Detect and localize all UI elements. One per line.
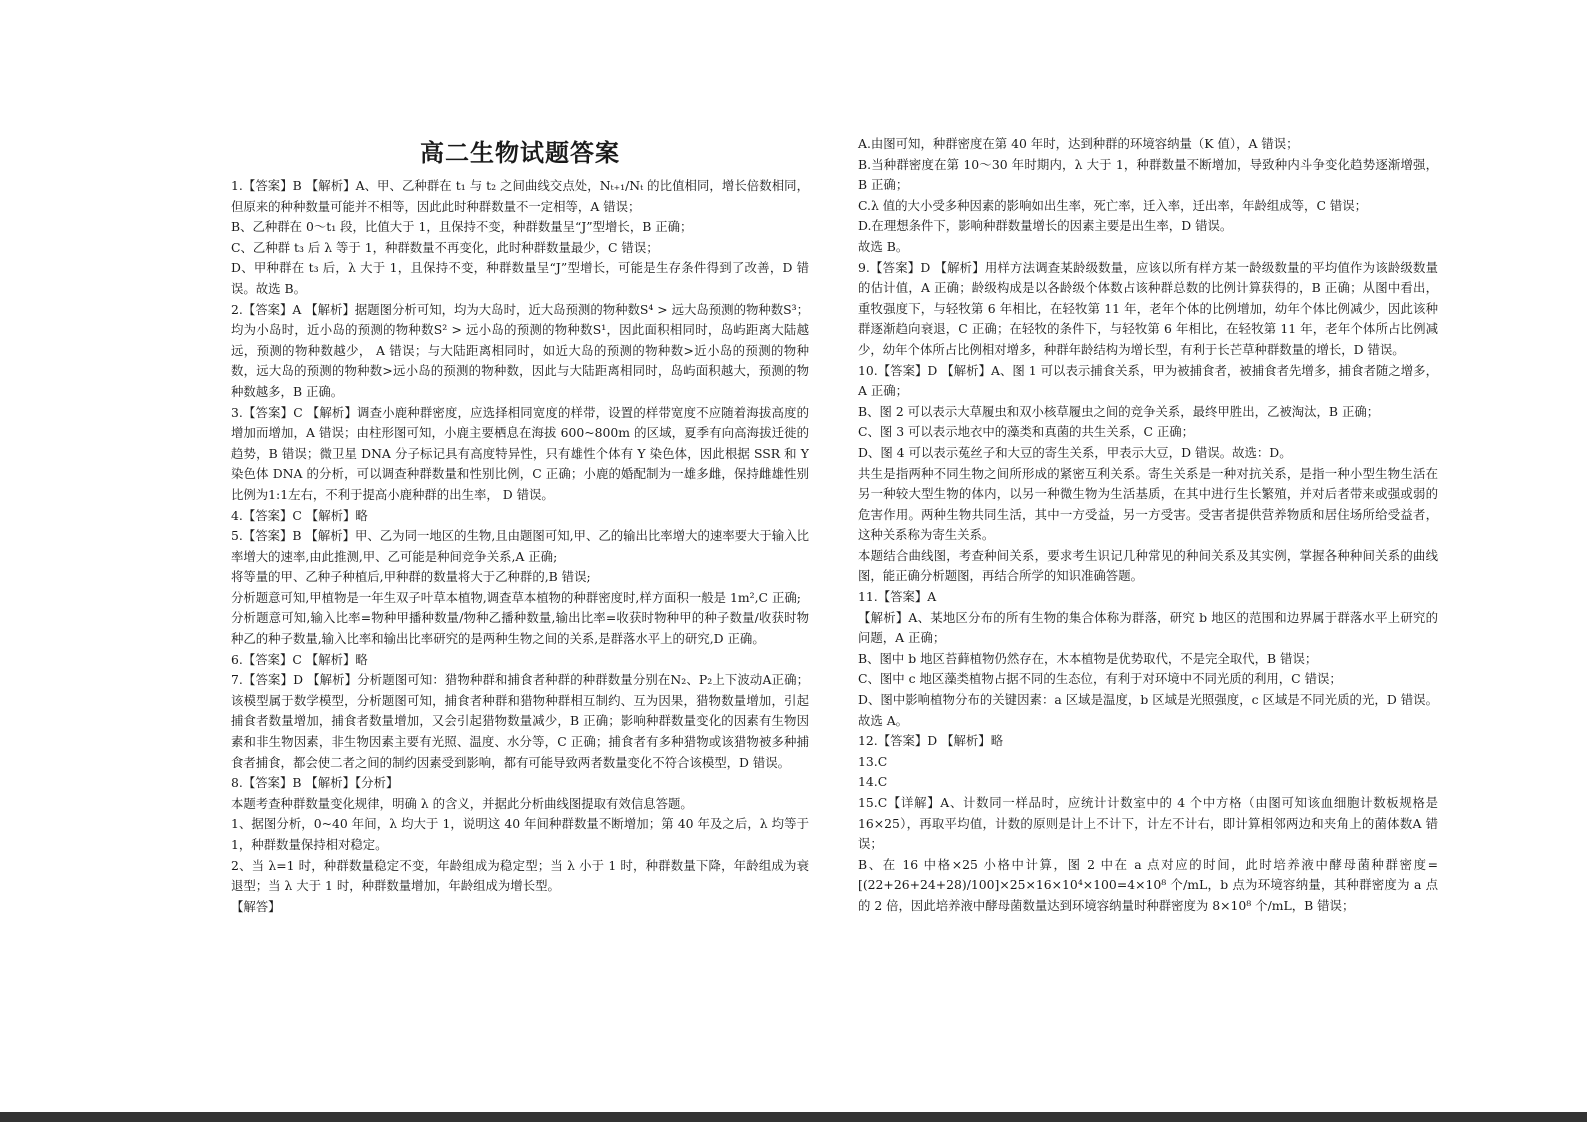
left-column — [231, 176, 809, 917]
paragraph: 12.【答案】D 【解析】略 — [858, 733, 1004, 749]
paragraph: D、图中影响植物分布的关键因素：a 区域是温度，b 区域是光照强度，c 区域是不同光质的光，D 错误。故选 A。 — [858, 692, 1438, 728]
paragraph: 本题结合曲线图，考查种间关系，要求考生识记几种常见的种间关系及其实例，掌握各种种间关系的曲线图，能正确分析题图，再结合所学的知识准确答题。 — [858, 547, 1438, 584]
paragraph: 13.C — [858, 753, 888, 769]
paragraph: 11.【答案】A — [858, 589, 937, 605]
paragraph: 分析题意可知,输入比率=物种甲播种数量/物种乙播种数量,输出比率=收获时物种甲的种子数量/收获时物种乙的种子数量,输入比率和输出比率研究的是两种生物之间的关系,是群落水平上的研究,D 正确。 — [231, 610, 809, 647]
paragraph: 共生是指两种不同生物之间所形成的紧密互利关系。寄生关系是一种对抗关系，是指一种小型生物生活在另一种较大型生物的体内，以另一种微生物为生活基质，在其中进行生长繁殖，并对后者带来或强或弱的危害作用。两种生物共同生活，其中一方受益，另一方受害。受害者提供营养物质和居住场所给受益者，这种关系称为寄生关系。 — [858, 465, 1438, 543]
paragraph: 2、当 λ=1 时，种群数量稳定不变，年龄组成为稳定型；当 λ 小于 1 时，种群数量下降，年龄组成为衰退型；当 λ 大于 1 时，种群数量增加，年龄组成为增长型。 — [231, 857, 809, 894]
bottom-bar — [0, 1112, 1587, 1122]
paragraph: 5.【答案】B 【解析】甲、乙为同一地区的生物,且由题图可知,甲、乙的输出比率增大的速率要大于输入比率增大的速率,由此推测,甲、乙可能是种间竞争关系,A 正确; — [231, 528, 809, 564]
paragraph: C、图中 c 地区藻类植物占据不同的生态位，有利于对环境中不同光质的利用，C 错误； — [858, 671, 1342, 687]
paragraph: 6.【答案】C 【解析】略 — [231, 651, 368, 667]
paragraph: 将等量的甲、乙种子种植后,甲种群的数量将大于乙种群的,B 错误; — [231, 569, 591, 585]
paragraph: 【解析】A、某地区分布的所有生物的集合体称为群落，研究 b 地区的范围和边界属于群落水平上研究的问题，A 正确； — [858, 609, 1438, 646]
paragraph: 10.【答案】D 【解析】A、图 1 可以表示捕食关系，甲为被捕食者，被捕食者先增多，捕食者随之增多，A 正确； — [858, 362, 1438, 399]
paragraph: 9.【答案】D 【解析】用样方法调查某龄级数量，应该以所有样方某一龄级数量的平均值作为该龄级数量的估计值，A 正确；龄级构成是以各龄级个体数占该种群总数的比例计算获得的，B 正确；从图中看出，重牧强度下，与轻牧第 6 年相比，在轻牧第 11 年，老年个体的比例增加，幼年个体比例减少，因此该种群逐渐趋向衰退，C 正确；在轻牧的条件下，与轻牧第 6 年相比，在轻牧第 11 年，老年个体所占比例减少，幼年个体所占比例相对增多，种群年龄结构为增长型，有利于长芒草种群数量的增长，D 错误。 — [858, 259, 1438, 357]
paragraph: D、图 4 可以表示菟丝子和大豆的寄生关系，甲表示大豆，D 错误。故选：D。 — [858, 444, 1292, 460]
paragraph: 本题考查种群数量变化规律，明确 λ 的含义，并据此分析曲线图提取有效信息答题。 — [231, 795, 693, 811]
paragraph: B、图中 b 地区苔藓植物仍然存在，木本植物是优势取代，不是完全取代，B 错误； — [858, 650, 1318, 666]
paragraph: 3.【答案】C 【解析】调查小鹿种群密度，应选择相同宽度的样带，设置的样带宽度不应随着海拔高度的增加而增加，A 错误；由柱形图可知，小鹿主要栖息在海拔 600~800m 的区域，夏季有向高海拔迁徙的趋势，B 错误；微卫星 DNA 分子标记具有高度特异性，只有雄性个体有 Y 染色体，因此根据 SSR 和 Y 染色体 DNA 的分析，可以调查种群数量和性别比例，C 正确；小鹿的婚配制为一雄多雌，保持雌雄性别比例为1:1左右，不利于提高小鹿种群的出生率， D 错误。 — [231, 404, 809, 502]
paragraph: 2.【答案】A 【解析】据题图分析可知，均为大岛时，近大岛预测的物种数S⁴ > 远大岛预测的物种数S³；均为小岛时，近小岛的预测的物种数S² > 远小岛的预测的物种数S¹，因此面积相同时，岛屿距离大陆越远，预测的物种数越少， A 错误；与大陆距离相同时，如近大岛的预测的物种数>近小岛的预测的物种数，远大岛的预测的物种数>远小岛的预测的物种数，因此与大陆距离相同时，岛屿面积越大，预测的物种数越多，B 正确。 — [231, 301, 809, 399]
paragraph: B.当种群密度在第 10～30 年时期内，λ 大于 1，种群数量不断增加，导致种内斗争变化趋势逐渐增强，B 正确； — [858, 156, 1438, 193]
right-column — [858, 134, 1438, 917]
paragraph: 1、据图分析，0~40 年间，λ 均大于 1，说明这 40 年间种群数量不断增加；第 40 年及之后，λ 均等于 1，种群数量保持相对稳定。 — [231, 816, 809, 852]
paragraph: 15.C【详解】A、计数同一样品时，应统计计数室中的 4 个中方格（由图可知该血细胞计数板规格是 16×25），再取平均值，计数的原则是计上不计下，计左不计右，即计算相邻两边和夹角上的菌体数A 错误； — [858, 795, 1438, 852]
paragraph: 7.【答案】D 【解析】分析题图可知：猎物种群和捕食者种群的种群数量分别在N₂、P₂上下波动A正确；该模型属于数学模型，分析题图可知，捕食者种群和猎物种群相互制约、互为因果，猎物数量增加，引起捕食者数量增加，捕食者数量增加，又会引起猎物数量减少，B 正确；影响种群数量变化的因素有生物因素和非生物因素，非生物因素主要有光照、温度、水分等，C 正确；捕食者有多种猎物或该猎物被多种捕食者捕食，都会使二者之间的制约因素受到影响，都有可能导致两者数量变化不符合该模型，D 错误。 — [231, 672, 809, 770]
paragraph: B、图 2 可以表示大草履虫和双小核草履虫之间的竞争关系，最终甲胜出，乙被淘汰，B 正确； — [858, 403, 1380, 419]
paragraph: B、乙种群在 0～t₁ 段，比值大于 1，且保持不变，种群数量呈“J”型增长，B 正确； — [231, 219, 693, 235]
paragraph: 8.【答案】B 【解析】【分析】 — [231, 775, 399, 791]
paragraph: C.λ 值的大小受多种因素的影响如出生率，死亡率，迁入率，迁出率，年龄组成等，C 错误； — [858, 197, 1368, 213]
paragraph: D、甲种群在 t₃ 后，λ 大于 1，且保持不变，种群数量呈“J”型增长，可能是生存条件得到了改善，D 错误。故选 B。 — [231, 260, 809, 296]
paragraph: 【解答】 — [231, 898, 281, 914]
paragraph: D.在理想条件下，影响种群数量增长的因素主要是出生率，D 错误。 — [858, 218, 1233, 234]
paragraph: A.由图可知，种群密度在第 40 年时，达到种群的环境容纳量（K 值），A 错误； — [858, 136, 1299, 151]
paragraph: 1.【答案】B 【解析】A、甲、乙种群在 t₁ 与 t₂ 之间曲线交点处，Nₜ₊₁/Nₜ 的比值相同，增长倍数相同，但原来的种种数量可能并不相等，因此此时种群数量不一定相等，A 错误； — [231, 178, 809, 214]
paragraph: 故选 B。 — [858, 238, 909, 254]
paragraph: 14.C — [858, 774, 888, 790]
page-title: 高二生物试题答案 — [420, 139, 620, 167]
paragraph: 4.【答案】C 【解析】略 — [231, 507, 368, 523]
paragraph: 分析题意可知,甲植物是一年生双子叶草本植物,调查草本植物的种群密度时,样方面积一般是 1m²,C 正确; — [231, 589, 801, 605]
paragraph: B、在 16 中格×25 小格中计算，图 2 中在 a 点对应的时间，此时培养液中酵母菌种群密度=[(22+26+24+28)/100]×25×16×10⁴×100=4×10⁸ 个/mL，b 点为环境容纳量，其种群密度为 a 点的 2 倍，因此培养液中酵母菌数量达到环境容纳量时种群密度为 8×10⁸ 个/mL，B 错误； — [858, 856, 1438, 913]
paragraph: C、乙种群 t₃ 后 λ 等于 1，种群数量不再变化，此时种群数量最少，C 错误； — [231, 239, 659, 255]
paragraph: C、图 3 可以表示地衣中的藻类和真菌的共生关系，C 正确； — [858, 424, 1195, 440]
